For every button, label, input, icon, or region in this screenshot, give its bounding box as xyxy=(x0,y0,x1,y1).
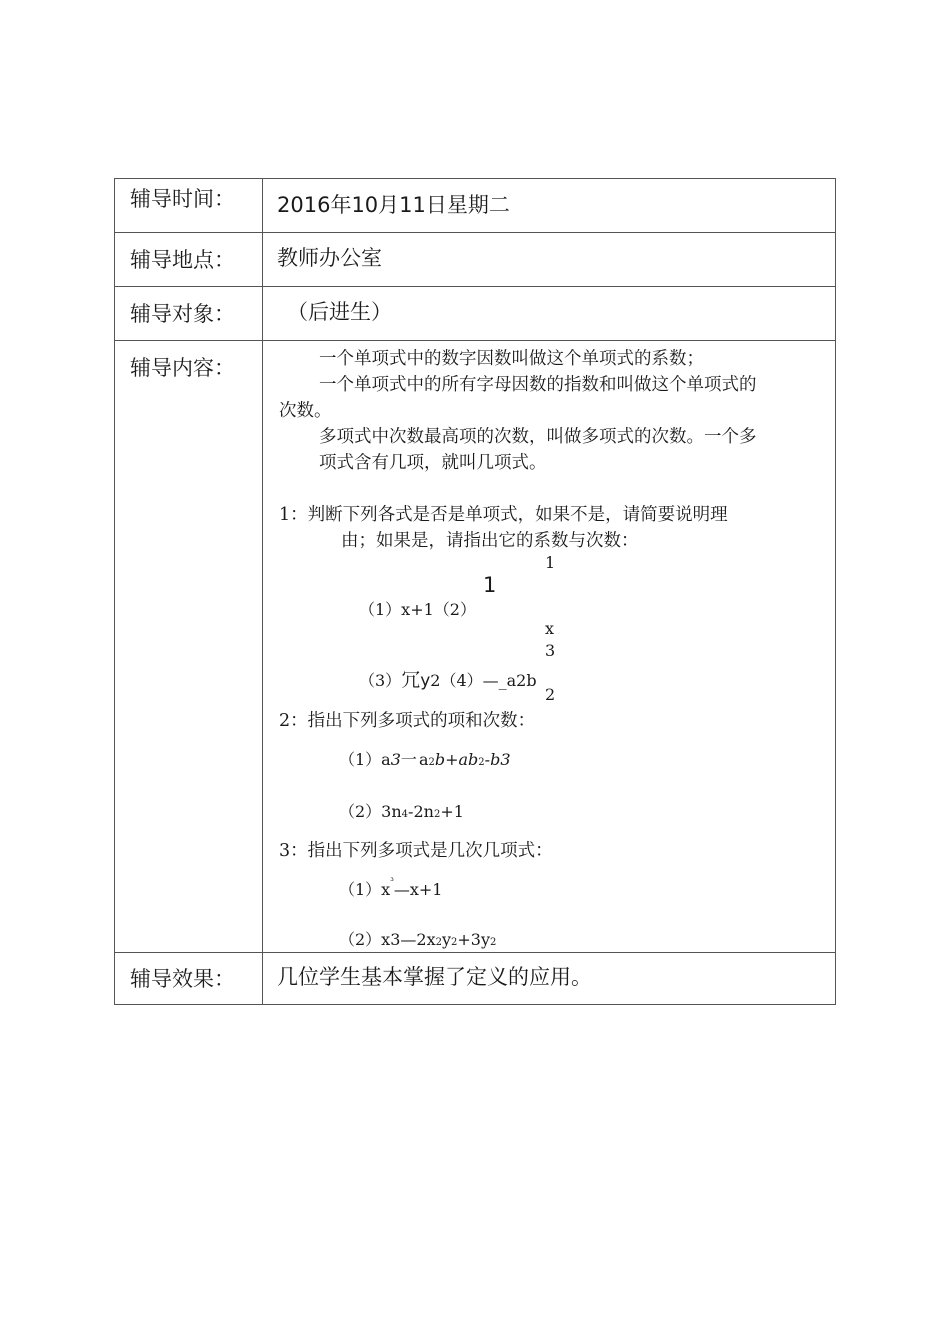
q3-item-1 xyxy=(339,877,442,900)
q3-item1-prefix: （1）x xyxy=(339,880,391,899)
row-place xyxy=(115,233,835,287)
question-2: 2：指出下列多项式的项和次数： xyxy=(279,711,536,731)
q1-item3-rest: 2（4）—_a2b xyxy=(430,671,537,690)
value-effect xyxy=(263,953,835,1005)
q3-item2-mid: +3y xyxy=(457,930,491,949)
label-target xyxy=(115,287,263,340)
value-place-text: 教师办公室 xyxy=(277,246,382,270)
definition-coefficient: 一个单项式中的数字因数叫做这个单项式的系数； xyxy=(319,349,704,369)
q2-item1-prefix: （1）a xyxy=(339,750,391,769)
q2-item1-bab: b+ab xyxy=(434,750,479,769)
q1-item3-y: y xyxy=(420,671,431,691)
row-target xyxy=(115,287,835,341)
q3-item2-y: y xyxy=(441,930,452,949)
value-time-text: 2016年10月11日星期二 xyxy=(277,193,510,217)
q3-item2-prefix: （2）x3—2x xyxy=(339,930,436,949)
value-target-text: （后进生） xyxy=(287,300,392,324)
row-time xyxy=(115,179,835,233)
q2-item-1 xyxy=(339,747,511,770)
q1-fraction1-denominator: x xyxy=(545,619,555,638)
row-effect xyxy=(115,953,835,1005)
question-1-line1: 1：判断下列各式是否是单项式，如果不是，请简要说明理 xyxy=(279,505,728,525)
label-target-text: 辅导对象： xyxy=(130,302,235,326)
q2-item2-sub4: 4 xyxy=(401,809,409,820)
row-content xyxy=(115,341,835,953)
question-3: 3：指出下列多项式是几次几项式： xyxy=(279,841,553,861)
question-1-line2: 由；如果是，请指出它的系数与次数： xyxy=(341,531,639,551)
q3-item1-sup: ³ xyxy=(390,877,394,887)
q1-items-1-2: （1）x+1（2） xyxy=(359,600,476,619)
q1-items-3-4 xyxy=(359,665,537,692)
label-place xyxy=(115,233,263,286)
q3-item2-sub3: 2 xyxy=(490,937,497,948)
label-time xyxy=(115,179,263,232)
q1-item3-symbol: 冗 xyxy=(401,669,421,691)
definition-polynomial-line2: 项式含有几项，就叫几项式。 xyxy=(319,453,547,473)
q2-item2-prefix: （2）3n xyxy=(339,802,402,821)
q2-item1-exp3: 3 xyxy=(390,750,401,769)
q2-item-2 xyxy=(339,799,464,822)
label-effect-text: 辅导效果： xyxy=(130,967,235,991)
value-content xyxy=(263,341,835,952)
value-time xyxy=(263,179,835,232)
q1-fraction2-denominator: 2 xyxy=(545,685,556,704)
q3-item1-rest: —x+1 xyxy=(393,880,443,899)
q2-item1-sub2: 2 xyxy=(428,757,435,768)
value-place xyxy=(263,233,835,286)
q1-fraction1-numerator: 1 xyxy=(545,553,556,572)
label-content-text: 辅导内容： xyxy=(130,356,235,380)
q2-item1-a: a xyxy=(418,750,429,769)
definition-polynomial-line1: 多项式中次数最高项的次数，叫做多项式的次数。一个多 xyxy=(319,427,757,447)
label-time-text: 辅导时间： xyxy=(130,187,235,211)
q1-fraction2-numerator: 3 xyxy=(545,641,556,660)
q2-item2-mid: -2n xyxy=(408,802,434,821)
value-effect-text: 几位学生基本掌握了定义的应用。 xyxy=(277,965,592,989)
q2-item1-dash: 一 xyxy=(400,750,417,769)
value-target xyxy=(263,287,835,340)
definition-degree-line1: 一个单项式中的所有字母因数的指数和叫做这个单项式的 xyxy=(319,375,757,395)
q2-item2-end: +1 xyxy=(440,802,464,821)
label-place-text: 辅导地点： xyxy=(130,248,235,272)
q3-item-2 xyxy=(339,927,496,950)
label-content xyxy=(115,341,263,952)
definition-degree-line2: 次数。 xyxy=(279,401,332,421)
q2-item2-sub2: 2 xyxy=(433,809,441,820)
q2-item1-sub2b: 2 xyxy=(478,757,485,768)
label-effect xyxy=(115,953,263,1005)
q3-item2-sub1: 2 xyxy=(435,937,442,948)
q2-item1-b3: -b3 xyxy=(484,750,511,769)
tutoring-record-table xyxy=(114,178,836,1005)
q1-item3-prefix: （3） xyxy=(359,671,402,690)
q1-large-one: 1 xyxy=(483,573,497,597)
q3-item2-sub2: 2 xyxy=(451,937,458,948)
